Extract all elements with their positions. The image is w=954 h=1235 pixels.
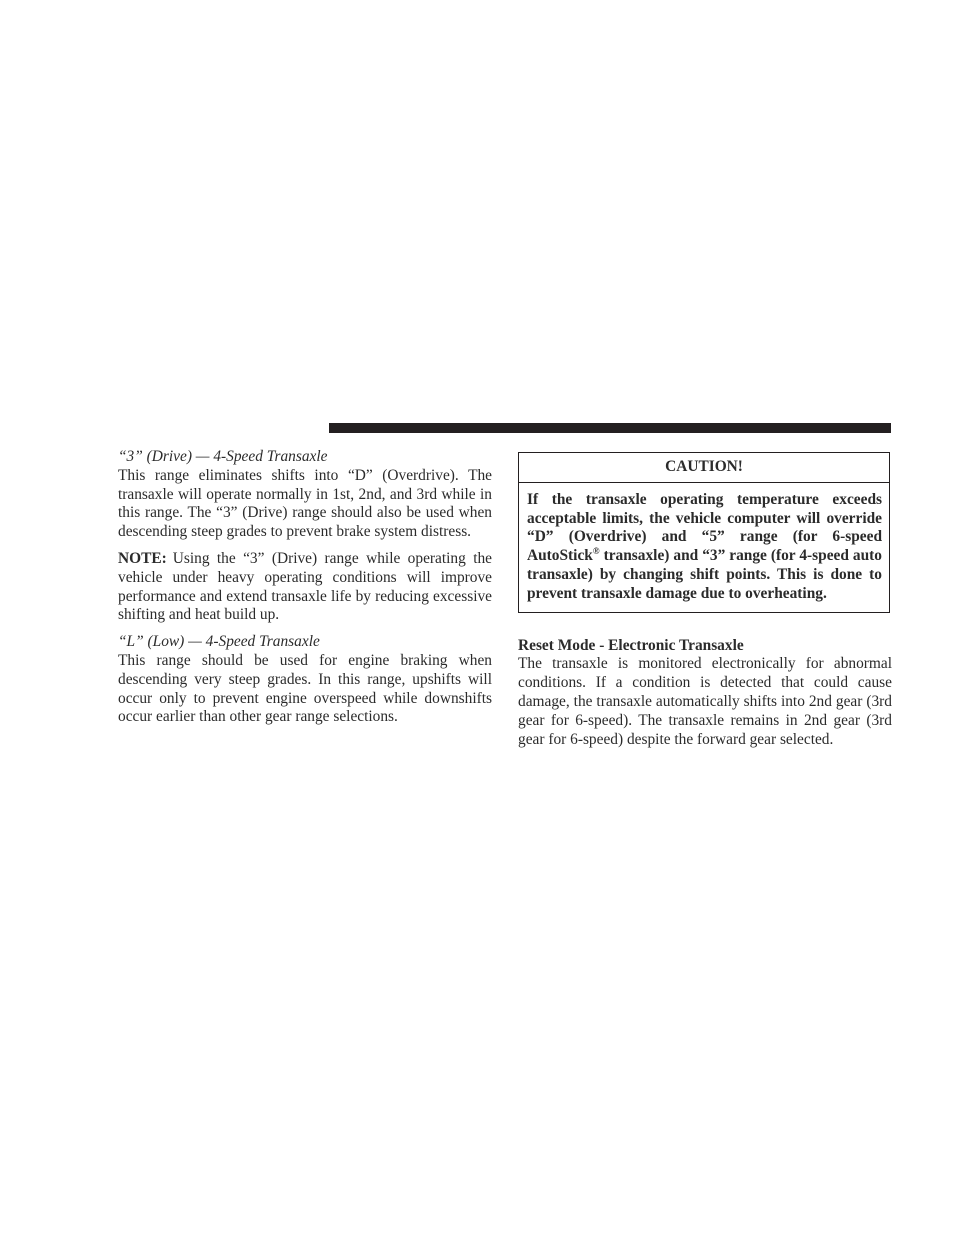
low-paragraph: This range should be used for engine braking when descending very steep grades. In this range, upshifts will occur only to prevent engine overspeed while downshifts occur earlier than other gear range selections. [118, 651, 492, 726]
drive-3-heading: “3” (Drive) — 4-Speed Transaxle [118, 448, 328, 465]
note-paragraph [118, 550, 492, 625]
left-column [118, 448, 492, 727]
caution-box [518, 452, 890, 613]
note-text: Using the “3” (Drive) range while operating the vehicle under heavy operating conditions will improve performance and extend transaxle life by reducing excessive shifting and heat build up. [118, 549, 492, 624]
low-heading: “L” (Low) — 4-Speed Transaxle [118, 633, 320, 651]
caution-title: CAUTION! [519, 453, 889, 483]
right-column [518, 452, 892, 749]
caution-text-b: transaxle) and “3” range (for 4-speed auto transaxle) by changing shift points. This is done to prevent transaxle damage due to overheating. [527, 547, 882, 602]
note-label: NOTE: [118, 549, 167, 567]
drive-3-paragraph: This range eliminates shifts into “D” (Overdrive). The transaxle will operate normally in 1st, 2nd, and 3rd while in this range. The “3” (Drive) range should also be used when descending steep grades to prevent brake system distress. [118, 466, 492, 541]
reset-mode-heading: Reset Mode - Electronic Transaxle [518, 636, 744, 654]
section-rule [329, 423, 891, 433]
registered-mark: ® [592, 546, 600, 557]
reset-mode-paragraph: The transaxle is monitored electronically for abnormal conditions. If a condition is detected that could cause damage, the transaxle automatically shifts into 2nd gear (3rd gear for 6-speed). The transaxle remains in 2nd gear (3rd gear for 6-speed) despite the forward gear selected. [518, 655, 892, 748]
caution-text-a: If the transaxle operating temperature exceeds acceptable limits, the vehicle computer will override “D” (Overdrive) and “5” range (for 6-speed AutoStick [527, 490, 882, 565]
caution-text [519, 483, 889, 612]
